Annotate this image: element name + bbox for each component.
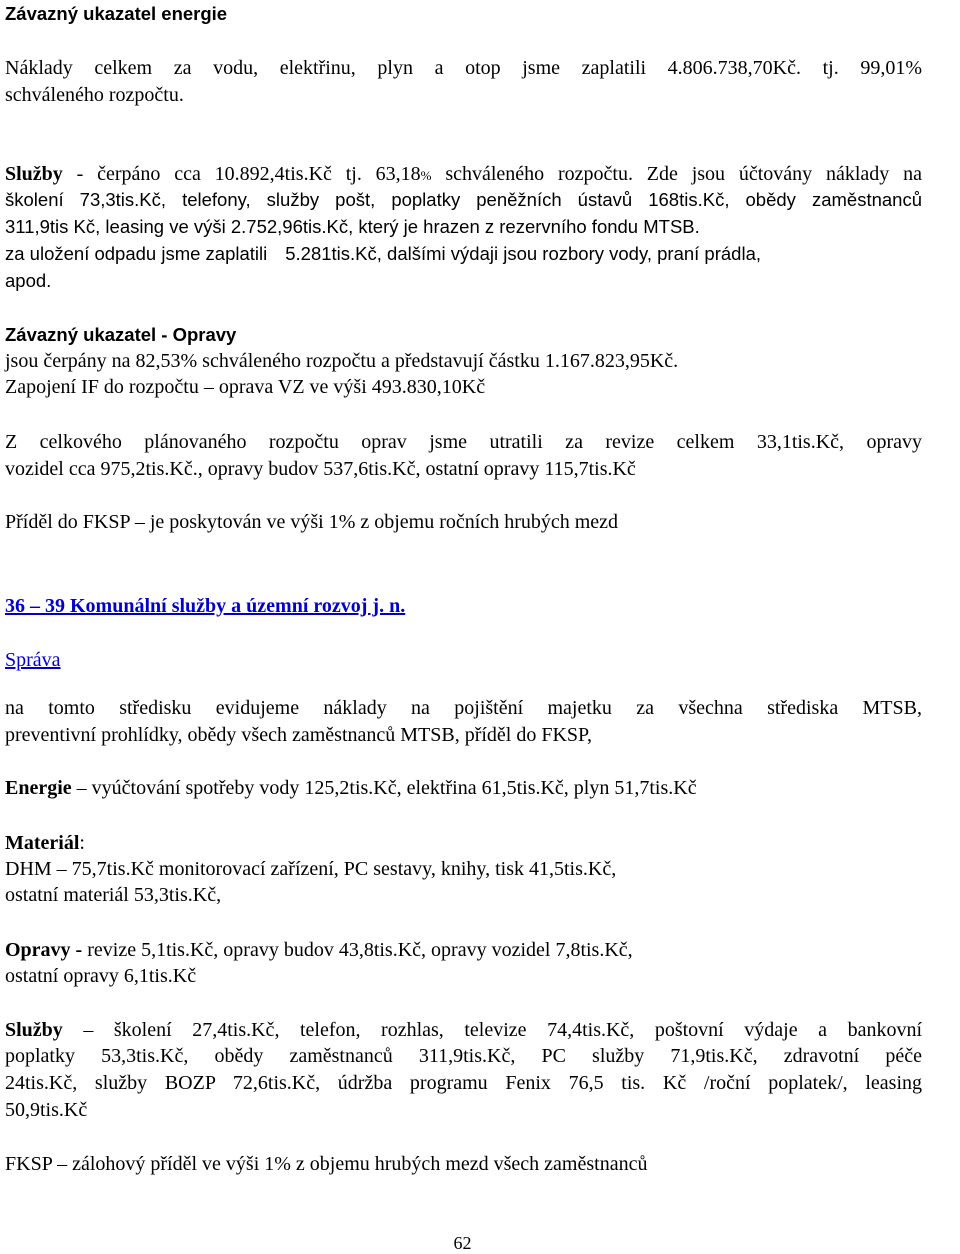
services-line-4a: za uložení odpadu jsme zaplatili — [5, 243, 268, 264]
sluzby-label: Služby — [5, 1019, 63, 1041]
material-label: Materiál — [5, 832, 80, 854]
services-line-4b: 5.281tis.Kč, dalšími výdaji jsou rozbory vody, praní prádla, — [285, 243, 761, 264]
page-number: 62 — [453, 1233, 472, 1253]
repairs-line-3: Z celkového plánovaného rozpočtu oprav jsme utratili za revize celkem 33,1tis.Kč, opravy — [5, 431, 922, 453]
opravy-label: Opravy - — [5, 939, 83, 961]
sluzby-line-3: 24tis.Kč, služby BOZP 72,6tis.Kč, údržba programu Fenix 76,5 tis. Kč /roční poplatek/, leasing — [5, 1072, 922, 1094]
services-line-5: apod. — [5, 270, 52, 291]
services-head: Služby — [5, 163, 63, 185]
energie-text: – vyúčtování spotřeby vody 125,2tis.Kč, elektřina 61,5tis.Kč, plyn 51,7tis.Kč — [71, 777, 697, 799]
sprava-line-1: na tomto středisku evidujeme náklady na pojištění majetku za všechna střediska MTSB, — [5, 697, 922, 719]
sluzby-line-4: 50,9tis.Kč — [5, 1099, 88, 1121]
section-heading-36-39[interactable]: 36 – 39 Komunální služby a územní rozvoj j. n. — [5, 595, 406, 617]
services-percent-sign: % — [420, 168, 432, 183]
services-line-1b: schváleného rozpočtu. Zde jsou účtovány náklady na — [431, 163, 922, 185]
energy-line-2: schváleného rozpočtu. — [5, 84, 184, 106]
repairs-line-2: Zapojení IF do rozpočtu – oprava VZ ve výši 493.830,10Kč — [5, 376, 486, 398]
opravy-line-1 — [5, 938, 633, 962]
material-colon: : — [79, 832, 85, 854]
opravy-text: revize 5,1tis.Kč, opravy budov 43,8tis.Kč, opravy vozidel 7,8tis.Kč, — [82, 939, 633, 961]
sprava-line-2: preventivní prohlídky, obědy všech zaměstnanců MTSB, příděl do FKSP, — [5, 724, 592, 746]
material-line-2: ostatní materiál 53,3tis.Kč, — [5, 884, 222, 906]
material-line-1: DHM – 75,7tis.Kč monitorovací zařízení, PC sestavy, knihy, tisk 41,5tis.Kč, — [5, 858, 617, 880]
services-line-3: 311,9tis Kč, leasing ve výši 2.752,96tis.Kč, který je hrazen z rezervního fondu MTSB. — [5, 216, 700, 237]
material-heading — [5, 831, 85, 855]
sluzby-text-1: – školení 27,4tis.Kč, telefon, rozhlas, televize 74,4tis.Kč, poštovní výdaje a bankovní — [62, 1019, 922, 1041]
services-line-1a: - čerpáno cca 10.892,4tis.Kč tj. 63,18 — [62, 163, 421, 185]
subheading-sprava[interactable]: Správa — [5, 649, 61, 671]
sluzby-line-1 — [5, 1018, 922, 1042]
energy-line-1: Náklady celkem za vodu, elektřinu, plyn a otop jsme zaplatili 4.806.738,70Kč. tj. 99,01% — [5, 57, 922, 79]
fksp-line: FKSP – zálohový příděl ve výši 1% z objemu hrubých mezd všech zaměstnanců — [5, 1153, 648, 1175]
fksp-allocation-line: Příděl do FKSP – je poskytován ve výši 1% z objemu ročních hrubých mezd — [5, 511, 619, 533]
repairs-title: Závazný ukazatel - Opravy — [5, 324, 237, 345]
opravy-line-2: ostatní opravy 6,1tis.Kč — [5, 965, 197, 987]
energy-title: Závazný ukazatel energie — [5, 3, 228, 24]
sluzby-line-2: poplatky 53,3tis.Kč, obědy zaměstnanců 311,9tis.Kč, PC služby 71,9tis.Kč, zdravotní péče — [5, 1045, 922, 1067]
energie-label: Energie — [5, 777, 72, 799]
energie-line — [5, 776, 697, 800]
services-line-1 — [5, 162, 922, 188]
repairs-line-4: vozidel cca 975,2tis.Kč., opravy budov 537,6tis.Kč, ostatní opravy 115,7tis.Kč — [5, 458, 636, 480]
repairs-line-1: jsou čerpány na 82,53% schváleného rozpočtu a představují částku 1.167.823,95Kč. — [5, 350, 679, 372]
services-line-2: školení 73,3tis.Kč, telefony, služby pošt, poplatky peněžních ústavů 168tis.Kč, obědy zaměstnanců — [5, 189, 922, 210]
services-line-4 — [5, 242, 761, 266]
